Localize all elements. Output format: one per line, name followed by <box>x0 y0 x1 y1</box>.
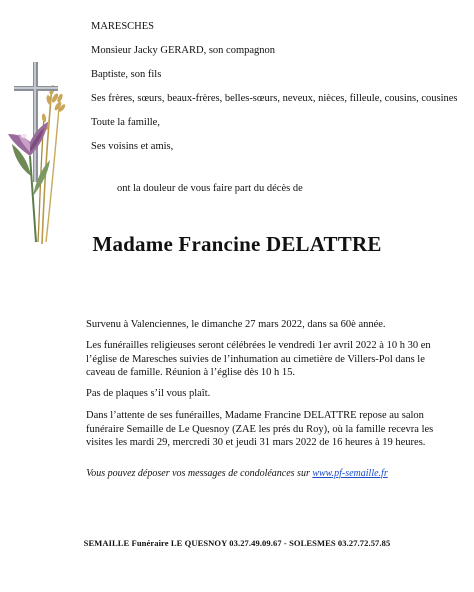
mourner-line-4: Toute la famille, <box>91 117 160 128</box>
death-paragraph <box>86 318 448 332</box>
deceased-name: Madame Francine DELATTRE <box>92 232 382 256</box>
viewing-paragraph <box>86 409 448 450</box>
mourner-line-3: Ses frères, sœurs, beaux-frères, belles-sœurs, neveux, nièces, filleule, cousins, cousines <box>91 93 458 104</box>
condolence-text: Vous pouvez déposer vos messages de condoléances sur <box>86 468 310 479</box>
funeral-home-footer: SEMAILLE Funéraire LE QUESNOY 03.27.49.09.67 - SOLESMES 03.27.72.57.85 <box>83 538 391 548</box>
funeral-text: Les funérailles religieuses seront célébrées le vendredi 1er avril 2022 à 10 h 30 en l’église de Maresches suivies de l’inhumation au cimetière de Villers-Pol dans le caveau de famille. Réunion à l’église dès 10 h 15. <box>86 340 431 378</box>
place-name: MARESCHES <box>91 21 155 32</box>
mourner-line-1: Monsieur Jacky GERARD, son compagnon <box>91 45 276 56</box>
viewing-text: Dans l’attente de ses funérailles, Madame Francine DELATTRE repose au salon funéraire Semaille de Le Quesnoy (ZAE les prés du Roy), où la famille recevra les visites les mardi 29, mercredi 30 et jeudi 31 mars 2022 de 16 heures à 19 heures. <box>86 410 434 448</box>
cross-lily-ornament-icon <box>0 56 80 246</box>
death-text: Survenu à Valenciennes, le dimanche 27 mars 2022, dans sa 60è année. <box>86 319 386 330</box>
announcement-text: ont la douleur de vous faire part du décès de <box>117 183 303 194</box>
condolence-link[interactable]: www.pf-semaille.fr <box>312 468 388 479</box>
mourner-line-2: Baptiste, son fils <box>91 69 162 80</box>
funeral-paragraph <box>86 339 448 380</box>
mourner-line-5: Ses voisins et amis, <box>91 141 174 152</box>
plaques-paragraph <box>86 387 448 401</box>
condolence-message <box>0 468 474 479</box>
plaques-text: Pas de plaques s’il vous plaît. <box>86 388 211 399</box>
